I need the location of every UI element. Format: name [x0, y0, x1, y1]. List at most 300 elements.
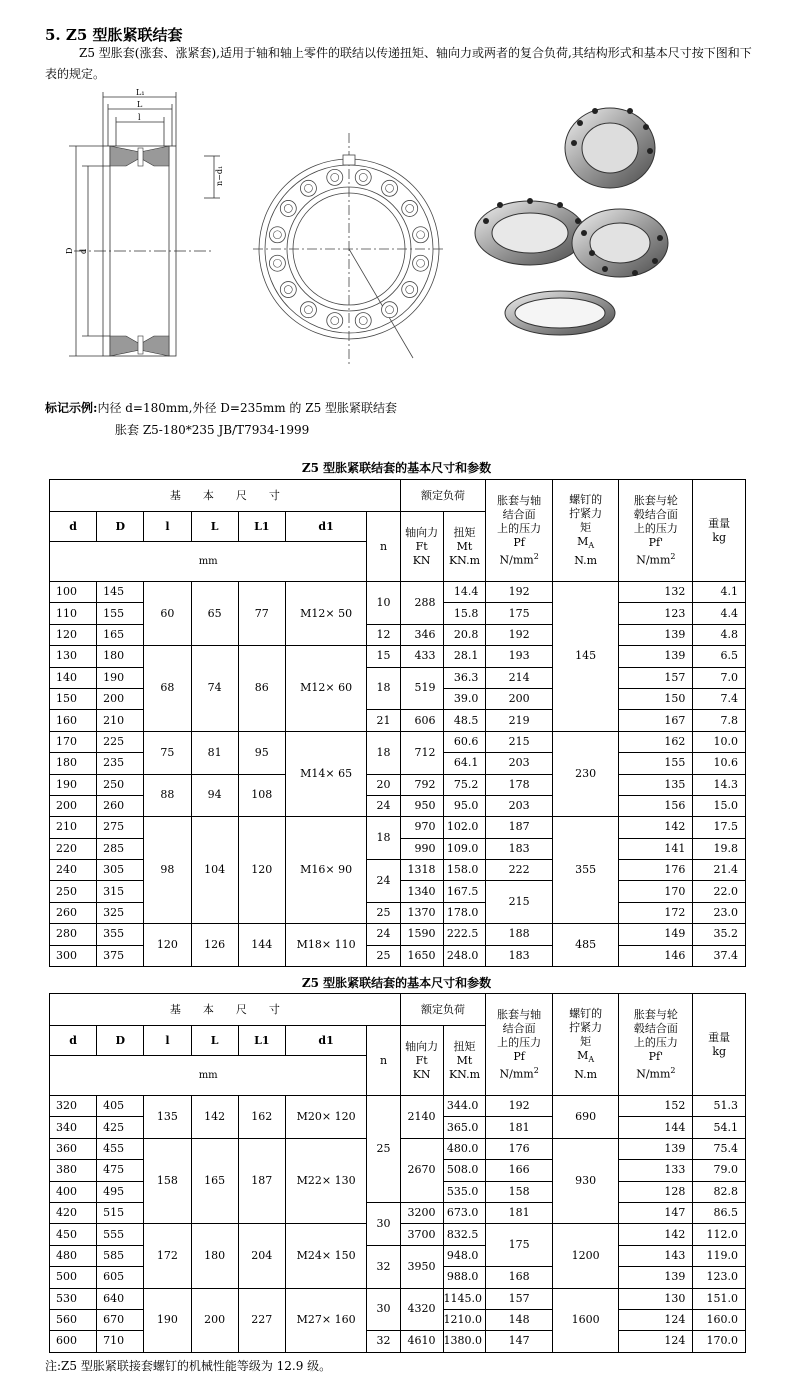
cell: 355 [97, 924, 144, 945]
header-pfp-line: Pf' [648, 1049, 664, 1063]
header-L1: L1 [238, 512, 285, 542]
header-ma-line: N.m [574, 553, 598, 567]
dim-D: D [65, 247, 74, 254]
cell: 248.0 [443, 945, 486, 966]
header-ft-line: Ft [415, 1053, 428, 1067]
product-photo [470, 93, 675, 365]
cell: 79.0 [693, 1160, 746, 1181]
cell: 380 [50, 1160, 97, 1181]
header-L: L [191, 1026, 238, 1056]
cell: 225 [97, 731, 144, 752]
cell: 15.8 [443, 603, 486, 624]
bolt-hole [327, 169, 343, 185]
cell: 15 [367, 646, 400, 667]
header-ft-line: Ft [415, 539, 428, 553]
cell: 1145.0 [443, 1288, 486, 1309]
cell: 285 [97, 838, 144, 859]
cell: 360 [50, 1138, 97, 1159]
cell: 180 [50, 753, 97, 774]
cell: 455 [97, 1138, 144, 1159]
header-pf [486, 994, 552, 1096]
cell: 28.1 [443, 646, 486, 667]
header-d: d [50, 512, 97, 542]
cell: 200 [50, 795, 97, 816]
cell: 166 [486, 1160, 552, 1181]
cell: 2670 [400, 1138, 443, 1202]
cell: 1210.0 [443, 1309, 486, 1330]
header-pf-line: Pf [513, 535, 525, 549]
cell: 690 [552, 1096, 618, 1139]
cell: 32 [367, 1245, 400, 1288]
cell: 190 [97, 667, 144, 688]
cell: 500 [50, 1267, 97, 1288]
cell: 82.8 [693, 1181, 746, 1202]
header-pf-line: N/mm [499, 553, 534, 567]
footnote: 注:Z5 型胀紧联接套螺钉的机械性能等级为 12.9 级。 [45, 1359, 332, 1373]
cell: 190 [50, 774, 97, 795]
cell: 200 [191, 1288, 238, 1352]
cell: 140 [50, 667, 97, 688]
cell: 170 [50, 731, 97, 752]
cell: 88 [144, 774, 191, 817]
cell: 10.0 [693, 731, 746, 752]
header-l: l [144, 1026, 191, 1056]
header-ma-line: 拧紧力 [569, 1021, 603, 1035]
cell: 433 [400, 646, 443, 667]
cell: 7.4 [693, 688, 746, 709]
cell: 1340 [400, 881, 443, 902]
cell: 227 [238, 1288, 285, 1352]
cell: 4.8 [693, 624, 746, 645]
cell: 48.5 [443, 710, 486, 731]
cell: 94 [191, 774, 238, 817]
header-row [50, 994, 746, 1026]
cell: 108 [238, 774, 285, 817]
cell: 187 [238, 1138, 285, 1224]
cell: 6.5 [693, 646, 746, 667]
header-wt-line: 重量 [708, 1030, 731, 1044]
header-rated-load: 额定负荷 [400, 480, 486, 512]
end-view-drawing [253, 133, 445, 365]
example-line2: 胀套 Z5-180*235 JB/T7934-1999 [115, 423, 310, 437]
cell: 480.0 [443, 1138, 486, 1159]
example-label: 标记示例: [45, 401, 98, 415]
header-pf-line: 胀套与轴 [497, 493, 542, 507]
header-D: D [97, 512, 144, 542]
cell: 344.0 [443, 1096, 486, 1117]
cell: 515 [97, 1202, 144, 1223]
cell: M24× 150 [285, 1224, 366, 1288]
bolt-hole [300, 302, 316, 318]
cell: 355 [552, 817, 618, 924]
cell: 21.4 [693, 860, 746, 881]
cell: 17.5 [693, 817, 746, 838]
cell: 948.0 [443, 1245, 486, 1266]
cell: 192 [486, 582, 552, 603]
cell: 240 [50, 860, 97, 881]
header-pf-line: 上的压力 [497, 1035, 542, 1049]
cell: 320 [50, 1096, 97, 1117]
cell: 24 [367, 924, 400, 945]
cell: 32 [367, 1331, 400, 1352]
cell: 14.3 [693, 774, 746, 795]
cell: 280 [50, 924, 97, 945]
cell: 54.1 [693, 1117, 746, 1138]
cell: 1380.0 [443, 1331, 486, 1352]
cell: 172 [144, 1224, 191, 1288]
header-pf-line: 结合面 [502, 507, 536, 521]
cell: 495 [97, 1181, 144, 1202]
cell: 710 [97, 1331, 144, 1352]
cell: 215 [486, 881, 552, 924]
cell: 126 [191, 924, 238, 967]
example-line1: 内径 d=180mm,外径 D=235mm 的 Z5 型胀紧联结套 [97, 401, 398, 415]
bolt-hole [382, 302, 398, 318]
cell: 130 [50, 646, 97, 667]
spec-table-2 [49, 993, 746, 1353]
cell: 25 [367, 902, 400, 923]
bolt-hole [413, 255, 429, 271]
header-pf-line: 上的压力 [497, 521, 542, 535]
cell: 142 [619, 1224, 693, 1245]
cell: 170 [619, 881, 693, 902]
cell: 203 [486, 795, 552, 816]
cell: 7.0 [693, 667, 746, 688]
cell: 605 [97, 1267, 144, 1288]
header-pfp-line: 上的压力 [633, 1035, 678, 1049]
cell: 75.2 [443, 774, 486, 795]
header-ma-line: 矩 [580, 521, 592, 535]
cell: 51.3 [693, 1096, 746, 1117]
header-wt-line: kg [712, 530, 727, 544]
header-basic-dimensions: 基 本 尺 寸 [50, 994, 401, 1026]
cell: 36.3 [443, 667, 486, 688]
cell: 157 [486, 1288, 552, 1309]
cell: 288 [400, 582, 443, 625]
cell: 18 [367, 731, 400, 774]
cell: 970 [400, 817, 443, 838]
cell: 560 [50, 1309, 97, 1330]
cell: 141 [619, 838, 693, 859]
cell: 300 [50, 945, 97, 966]
bolt-hole [382, 180, 398, 196]
bolt-hole [402, 282, 418, 298]
cell: M22× 130 [285, 1138, 366, 1224]
cell: 144 [238, 924, 285, 967]
cell: 128 [619, 1181, 693, 1202]
cell: 420 [50, 1202, 97, 1223]
cell: 3700 [400, 1224, 443, 1245]
cell: 124 [619, 1331, 693, 1352]
cell: 150 [50, 688, 97, 709]
bolt-hole [355, 169, 371, 185]
cell: 2140 [400, 1096, 443, 1139]
cell: 606 [400, 710, 443, 731]
header-pfp-line: N/mm [636, 1067, 671, 1081]
cell: 585 [97, 1245, 144, 1266]
cell: 222.5 [443, 924, 486, 945]
header-ft-line: KN [412, 1067, 431, 1081]
cell: 148 [486, 1309, 552, 1330]
cell: 95.0 [443, 795, 486, 816]
header-d1: d1 [285, 1026, 366, 1056]
cell: 132 [619, 582, 693, 603]
cell: 18 [367, 667, 400, 710]
cell: 10.6 [693, 753, 746, 774]
header-ft [400, 512, 443, 582]
bolt-hole [280, 282, 296, 298]
cell: 988.0 [443, 1267, 486, 1288]
cell: 508.0 [443, 1160, 486, 1181]
cell: 150 [619, 688, 693, 709]
cell: 176 [486, 1138, 552, 1159]
cell: 178.0 [443, 902, 486, 923]
cell: 990 [400, 838, 443, 859]
cell: 77 [238, 582, 285, 646]
cell: 120 [144, 924, 191, 967]
cell: 110 [50, 603, 97, 624]
header-ma-line: 螺钉的 [569, 493, 603, 507]
cell: M20× 120 [285, 1096, 366, 1139]
header-L: L [191, 512, 238, 542]
cell: 180 [97, 646, 144, 667]
cell: 670 [97, 1309, 144, 1330]
cell: 147 [486, 1331, 552, 1352]
intro-paragraph: Z5 型胀套(涨套、涨紧套),适用于轴和轴上零件的联结以传递扭矩、轴向力或两者的复合负荷,其结构形式和基本尺寸按下图和下表的规定。 [45, 46, 752, 81]
cell: 3950 [400, 1245, 443, 1288]
cell: 65 [191, 582, 238, 646]
cell: 120 [238, 817, 285, 924]
cell: 10 [367, 582, 400, 625]
cell: 190 [144, 1288, 191, 1352]
cell: 400 [50, 1181, 97, 1202]
cell: 215 [486, 731, 552, 752]
cell: 109.0 [443, 838, 486, 859]
header-wt-line: kg [712, 1044, 727, 1058]
cell: 188 [486, 924, 552, 945]
cell: 167.5 [443, 881, 486, 902]
cell: 4610 [400, 1331, 443, 1352]
cell: 425 [97, 1117, 144, 1138]
cell: 168 [486, 1267, 552, 1288]
cell: 19.8 [693, 838, 746, 859]
bolt-hole [269, 227, 285, 243]
cell: 165 [97, 624, 144, 645]
cell: 18 [367, 817, 400, 860]
header-pfp-line: 毂结合面 [633, 507, 678, 521]
cell: 193 [486, 646, 552, 667]
cell: 950 [400, 795, 443, 816]
bolt-hole [327, 313, 343, 329]
table-row [50, 646, 746, 667]
cell: 162 [238, 1096, 285, 1139]
cell: 3200 [400, 1202, 443, 1223]
header-mt [443, 512, 486, 582]
cell: 20 [367, 774, 400, 795]
cell: 86 [238, 646, 285, 732]
table-row [50, 582, 746, 603]
table-row [50, 924, 746, 945]
cell: 673.0 [443, 1202, 486, 1223]
cell: 485 [552, 924, 618, 967]
header-pfp-line: 毂结合面 [633, 1021, 678, 1035]
cell: 160.0 [693, 1309, 746, 1330]
cell: M12× 50 [285, 582, 366, 646]
header-n: n [367, 1026, 400, 1096]
header-mt-line: Mt [456, 539, 473, 553]
cell: 220 [50, 838, 97, 859]
superscript-2: 2 [533, 551, 539, 561]
cell: 139 [619, 646, 693, 667]
cell: 23.0 [693, 902, 746, 923]
header-pfp-line: 胀套与轮 [633, 493, 678, 507]
cell: 4.4 [693, 603, 746, 624]
header-basic-dimensions: 基 本 尺 寸 [50, 480, 401, 512]
cell: 74 [191, 646, 238, 732]
cell: 170.0 [693, 1331, 746, 1352]
cell: 147 [619, 1202, 693, 1223]
header-l: l [144, 512, 191, 542]
section-heading: 5. Z5 型胀紧联结套 [45, 26, 183, 44]
header-ma-line: M [577, 535, 589, 549]
cell: 156 [619, 795, 693, 816]
cell: 145 [97, 582, 144, 603]
cell: 200 [486, 688, 552, 709]
cell: M16× 90 [285, 817, 366, 924]
cell: 600 [50, 1331, 97, 1352]
cell: 405 [97, 1096, 144, 1117]
cell: 160 [50, 710, 97, 731]
cell: 1590 [400, 924, 443, 945]
header-L1: L1 [238, 1026, 285, 1056]
cell: 64.1 [443, 753, 486, 774]
cell: 222 [486, 860, 552, 881]
cell: 183 [486, 838, 552, 859]
cell: 250 [97, 774, 144, 795]
cell: 640 [97, 1288, 144, 1309]
cell: 346 [400, 624, 443, 645]
header-mt-line: 扭矩 [453, 525, 476, 539]
header-wt-line: 重量 [708, 516, 731, 530]
superscript-2: 2 [533, 1065, 539, 1075]
bolt-hole [280, 200, 296, 216]
cell: 100 [50, 582, 97, 603]
cell: 158 [486, 1181, 552, 1202]
cell: 4.1 [693, 582, 746, 603]
cell: 145 [552, 582, 618, 732]
cell: 181 [486, 1202, 552, 1223]
header-pfp-line: 上的压力 [633, 521, 678, 535]
dim-n-d1: n−d₁ [215, 165, 224, 186]
cell: 219 [486, 710, 552, 731]
header-ma-line: 螺钉的 [569, 1007, 603, 1021]
cell: 146 [619, 945, 693, 966]
cell: 21 [367, 710, 400, 731]
cell: 181 [486, 1117, 552, 1138]
cell: 155 [97, 603, 144, 624]
cell: 98 [144, 817, 191, 924]
cell: 450 [50, 1224, 97, 1245]
cell: 130 [619, 1288, 693, 1309]
cell: 832.5 [443, 1224, 486, 1245]
header-pfp-line: 胀套与轮 [633, 1007, 678, 1021]
cell: 143 [619, 1245, 693, 1266]
cell: 123 [619, 603, 693, 624]
header-ma-line: M [577, 1049, 589, 1063]
cell: 133 [619, 1160, 693, 1181]
table2-title: Z5 型胀紧联结套的基本尺寸和参数 [301, 976, 492, 990]
cell: 95 [238, 731, 285, 774]
cell: 149 [619, 924, 693, 945]
cell: 144 [619, 1117, 693, 1138]
header-d: d [50, 1026, 97, 1056]
cell: 7.8 [693, 710, 746, 731]
cell: 135 [144, 1096, 191, 1139]
cell: 12 [367, 624, 400, 645]
header-pfp-line: N/mm [636, 553, 671, 567]
header-pf [486, 480, 552, 582]
cell: 275 [97, 817, 144, 838]
cell: 203 [486, 753, 552, 774]
cell: 152 [619, 1096, 693, 1117]
cell: 260 [97, 795, 144, 816]
cell: 214 [486, 667, 552, 688]
cell: 210 [50, 817, 97, 838]
cell: 192 [486, 1096, 552, 1117]
cell: 123.0 [693, 1267, 746, 1288]
cell: 158 [144, 1138, 191, 1224]
cell: 4320 [400, 1288, 443, 1331]
cell: 112.0 [693, 1224, 746, 1245]
header-mt-line: Mt [456, 1053, 473, 1067]
header-pfp-line: Pf' [648, 535, 664, 549]
header-mt-line: KN.m [448, 1067, 481, 1081]
cell: 22.0 [693, 881, 746, 902]
header-mt-line: KN.m [448, 553, 481, 567]
subscript-a: A [588, 541, 595, 551]
cell: 340 [50, 1117, 97, 1138]
cell: 365.0 [443, 1117, 486, 1138]
cell: 260 [50, 902, 97, 923]
cell: 175 [486, 1224, 552, 1267]
cell: 60.6 [443, 731, 486, 752]
header-ft-line: 轴向力 [405, 1039, 439, 1053]
cell: 178 [486, 774, 552, 795]
cell: 37.4 [693, 945, 746, 966]
cell: 200 [97, 688, 144, 709]
superscript-2: 2 [670, 1065, 676, 1075]
cell: 519 [400, 667, 443, 710]
bolt-hole [269, 255, 285, 271]
table-row [50, 1096, 746, 1117]
cell: 183 [486, 945, 552, 966]
cell: 1650 [400, 945, 443, 966]
table-row [50, 1288, 746, 1309]
cell: 176 [619, 860, 693, 881]
header-ma [552, 480, 618, 582]
cell: 315 [97, 881, 144, 902]
cell: 60 [144, 582, 191, 646]
cell: 119.0 [693, 1245, 746, 1266]
table-row [50, 774, 746, 795]
table-row [50, 731, 746, 752]
cell: 158.0 [443, 860, 486, 881]
table1-title: Z5 型胀紧联结套的基本尺寸和参数 [301, 461, 492, 475]
cell: 192 [486, 624, 552, 645]
superscript-2: 2 [670, 551, 676, 561]
header-pf-line: 胀套与轴 [497, 1007, 542, 1021]
cell: 1200 [552, 1224, 618, 1288]
